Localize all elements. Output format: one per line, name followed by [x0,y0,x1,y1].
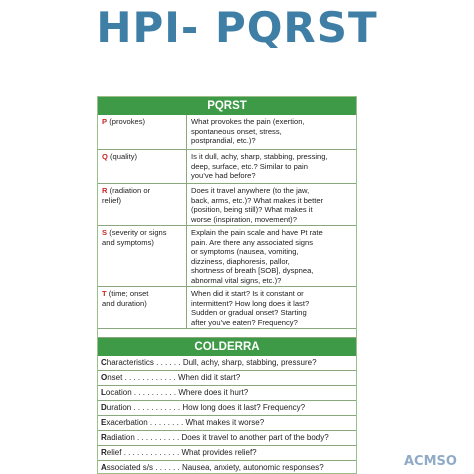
colderra-description: What provides relief? [181,448,257,457]
pqrst-description: When did it start? Is it constant or intermittent? How long does it last? Sudden or gradual onset? Starting after you’ve eaten? Frequency? [186,287,356,328]
colderra-description: What makes it worse? [185,418,265,427]
list-item [98,356,356,371]
pqrst-header-label: PQRST [207,100,247,112]
pqrst-term-label: (radiation or relief) [102,186,151,205]
watermark-logo [404,450,466,470]
colderra-letter: O [101,373,108,382]
pqrst-description: Does it travel anywhere (to the jaw, back, arms, etc.)? What makes it better (position, being still)? What makes it worse (inspiration, movement)? [186,184,356,225]
colderra-term: elief [106,448,122,457]
colderra-description: How long does it last? Frequency? [182,403,306,412]
colderra-description: Dull, achy, sharp, stabbing, pressure? [182,358,317,367]
table-row [98,150,356,184]
pqrst-term-label: (severity or signs and symptoms) [102,228,167,247]
pqrst-letter: S [102,228,108,237]
leader-dots: . . . . . . . . . . [134,433,182,442]
colderra-header-label: COLDERRA [194,341,260,353]
list-item [98,446,356,461]
pqrst-term-label: (quality) [107,152,138,161]
leader-dots: . . . . . . [153,463,182,472]
section-divider [98,329,356,338]
pqrst-letter: P [102,117,108,126]
colderra-term: haracteristics [106,358,154,367]
leader-dots: . . . . . . . . [147,418,186,427]
colderra-description: Where does it hurt? [178,388,249,397]
colderra-term: uration [106,403,132,412]
pqrst-term [98,117,186,127]
pqrst-term [98,152,186,162]
leader-dots: . . . . . . . . . . . . [122,373,178,382]
colderra-description: Nausea, anxiety, autonomic responses? [181,463,324,472]
logo-text: ACMSO [404,454,457,469]
colderra-letter: E [101,418,107,427]
page-title: HPI- PQRST [96,3,378,52]
pqrst-term-label: (provokes) [107,117,146,126]
table-row [98,115,356,150]
pqrst-letter: R [102,186,108,195]
table-row [98,184,356,226]
colderra-letter: C [101,358,107,367]
colderra-letter: A [101,463,107,472]
colderra-letter: D [101,403,107,412]
colderra-letter: R [101,448,107,457]
table-row [98,287,356,329]
pqrst-term [98,228,186,247]
table-row [98,226,356,287]
colderra-term: ssociated s/s [106,463,154,472]
pqrst-description: Is it dull, achy, sharp, stabbing, pressing, deep, surface, etc.? Similar to pain you’ve had before? [186,150,356,183]
pqrst-term [98,289,186,308]
colderra-term: xacerbation [106,418,148,427]
colderra-term: adiation [106,433,135,442]
list-item [98,416,356,431]
leader-dots: . . . . . . . . . . . . . [121,448,182,457]
pqrst-letter: Q [102,152,108,161]
pqrst-description: What provokes the pain (exertion, spontaneous onset, stress, postprandial, etc.)? [186,115,356,149]
list-item [98,431,356,446]
list-item [98,461,356,474]
colderra-letter: L [101,388,106,397]
list-item [98,386,356,401]
leader-dots: . . . . . . . . . . [131,388,179,397]
colderra-term: nset [107,373,123,382]
pqrst-term [98,186,186,205]
colderra-header [98,338,356,356]
list-item [98,371,356,386]
list-item [98,401,356,416]
pqrst-header [98,97,356,115]
leader-dots: . . . . . . [153,358,183,367]
pqrst-description: Explain the pain scale and have Pt rate pain. Are there any associated signs or symptoms (nausea, vomiting, dizziness, diaphoresis, pallor, shortness of breath [SOB], dyspnea, abnormal vital signs, etc.)? [186,226,356,286]
colderra-description: Does it travel to another part of the body? [181,433,329,442]
colderra-letter: R [101,433,107,442]
pqrst-term-label: (time; onset and duration) [102,289,149,308]
mnemonic-card [97,96,357,474]
leader-dots: . . . . . . . . . . . [131,403,183,412]
colderra-term: ocation [105,388,132,397]
colderra-description: When did it start? [177,373,241,382]
pqrst-letter: T [102,289,107,298]
